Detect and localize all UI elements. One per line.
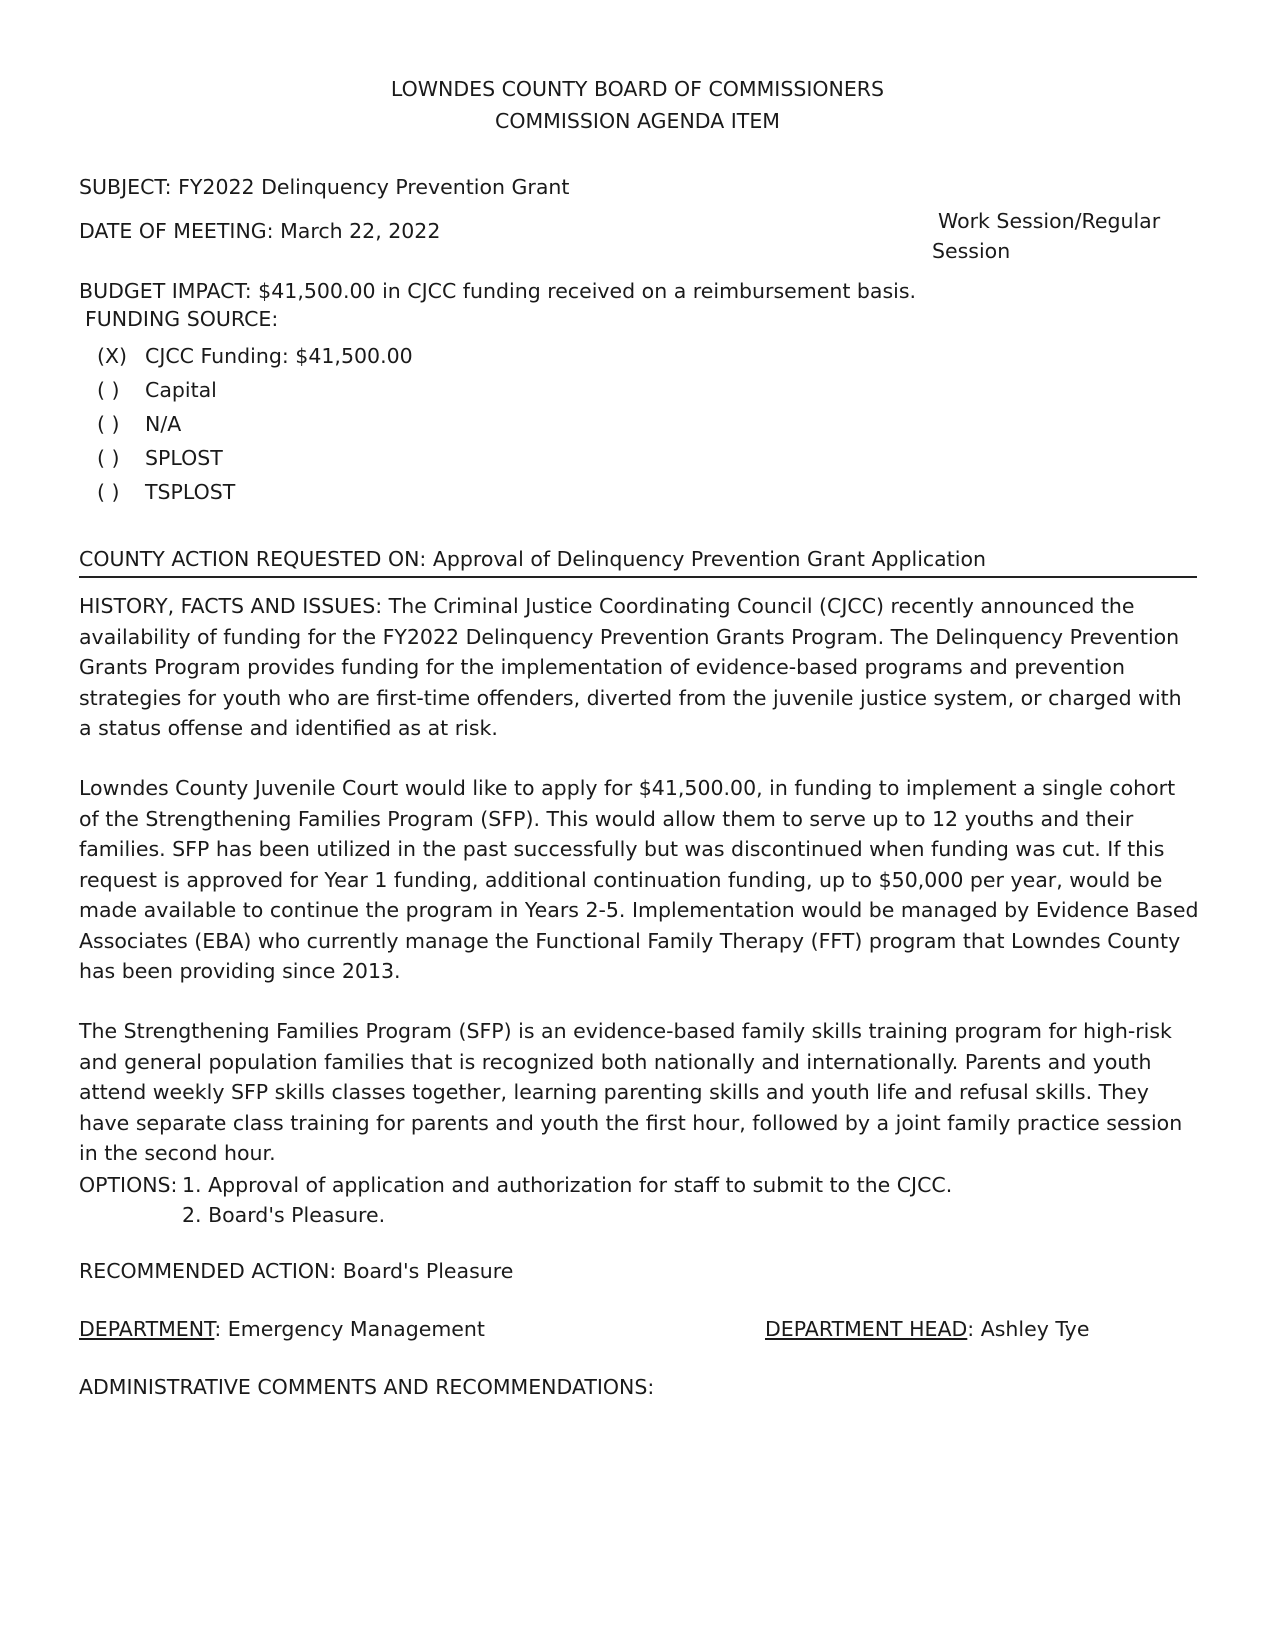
option-item-1: 1. Approval of application and authorization for staff to submit to the CJCC. [182, 1173, 953, 1197]
department-value: : Emergency Management [214, 1317, 485, 1341]
department-head [765, 1316, 1089, 1342]
administrative-comments: ADMINISTRATIVE COMMENTS AND RECOMMENDATIONS: [79, 1375, 655, 1399]
subject-line: SUBJECT: FY2022 Delinquency Prevention Grant [79, 175, 570, 199]
header-doc-title: COMMISSION AGENDA ITEM [495, 109, 780, 133]
history-paragraph-3: The Strengthening Families Program (SFP) is an evidence-based family skills training program for high-risk and general population families that is recognized both nationally and internationally. Parents and youth attend weekly SFP skills classes together, learning parenting skills and youth life and refusal skills. They have separate class training for parents and youth the first hour, followed by a joint family practice session in the second hour. [79, 1019, 1183, 1165]
recommended-action: RECOMMENDED ACTION: Board's Pleasure [79, 1259, 514, 1283]
history-paragraph-2: Lowndes County Juvenile Court would like to apply for $41,500.00, in funding to implement a single cohort of the Strengthening Families Program (SFP). This would allow them to serve up to 12 youths and their families. SFP has been utilized in the past successfully but was discontinued when funding was cut. If this request is approved for Year 1 funding, additional continuation funding, up to $50,000 per year, would be made available to continue the program in Years 2-5. Implementation would be managed by Evidence Based Associates (EBA) who currently manage the Functional Family Therapy (FFT) program that Lowndes County has been providing since 2013. [79, 776, 1199, 983]
history-paragraph-1: HISTORY, FACTS AND ISSUES: The Criminal Justice Coordinating Council (CJCC) recently announced the availability of funding for the FY2022 Delinquency Prevention Grants Program. The Delinquency Prevention Grants Program provides funding for the implementation of evidence-based programs and prevention strategies for youth who are first-time offenders, diverted from the juvenile justice system, or charged with a status offense and identified as at risk. [79, 594, 1182, 740]
department-label: DEPARTMENT [79, 1317, 215, 1341]
funding-source-label-text: Capital [145, 378, 217, 402]
funding-source-checkbox: ( ) [97, 446, 120, 470]
funding-source-label-text: SPLOST [145, 446, 223, 470]
funding-source-label-text: N/A [145, 412, 182, 436]
budget-impact: BUDGET IMPACT: $41,500.00 in CJCC funding received on a reimbursement basis. [79, 279, 917, 303]
funding-source-item [97, 445, 223, 471]
funding-source-label-text: TSPLOST [145, 480, 236, 504]
meeting-date: DATE OF MEETING: March 22, 2022 [79, 219, 441, 243]
funding-source-label: FUNDING SOURCE: [85, 307, 279, 331]
funding-source-item [97, 343, 413, 369]
county-action-requested: COUNTY ACTION REQUESTED ON: Approval of Delinquency Prevention Grant Application [79, 547, 986, 571]
session-type-line1: Work Session/Regular [938, 209, 1161, 233]
department [79, 1316, 485, 1342]
option-item-2: 2. Board's Pleasure. [182, 1203, 386, 1227]
section-divider [79, 576, 1197, 578]
funding-source-checkbox: ( ) [97, 412, 120, 436]
funding-source-item [97, 377, 217, 403]
funding-source-checkbox: (X) [97, 344, 128, 368]
funding-source-checkbox: ( ) [97, 378, 120, 402]
funding-source-checkbox: ( ) [97, 480, 120, 504]
funding-source-label-text: CJCC Funding: $41,500.00 [145, 344, 413, 368]
session-type-line2: Session [932, 239, 1011, 263]
department-head-value: : Ashley Tye [967, 1317, 1090, 1341]
department-head-label: DEPARTMENT HEAD [765, 1317, 968, 1341]
funding-source-item [97, 479, 235, 505]
options-label: OPTIONS: [79, 1173, 178, 1197]
header-org-title: LOWNDES COUNTY BOARD OF COMMISSIONERS [390, 77, 885, 101]
funding-source-item [97, 411, 181, 437]
